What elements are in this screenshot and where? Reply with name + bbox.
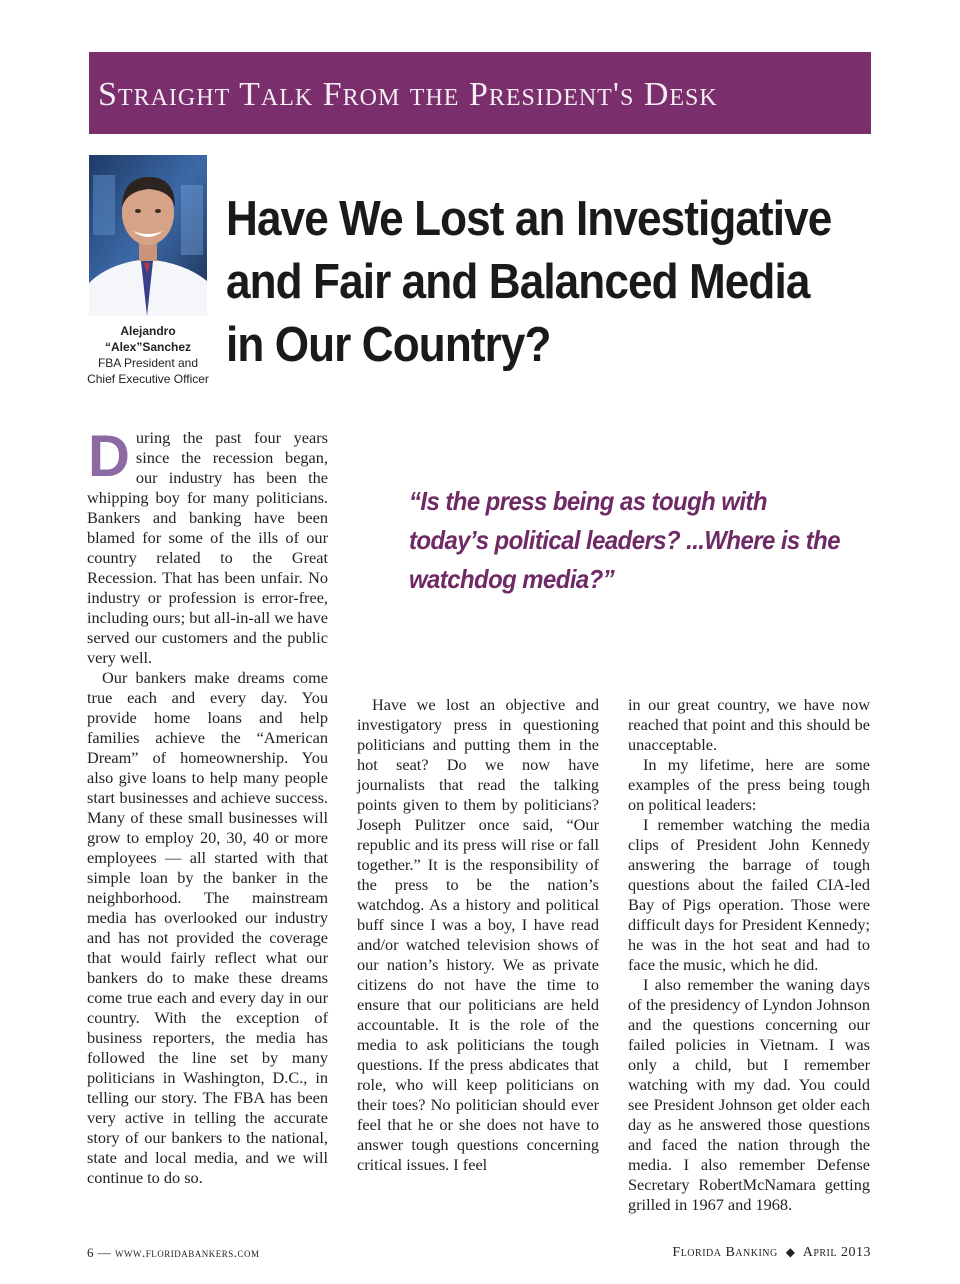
pull-quote-line2: today’s political leaders? ...Where is the [409,525,841,555]
headline-line3: in Our Country? [226,318,551,372]
caption-name-line1: Alejandro [120,324,176,338]
headline-line1: Have We Lost an Investigative [226,192,832,246]
footer-publication-name: Florida Banking [672,1245,778,1260]
paragraph-1 [87,424,328,668]
paragraph-2: Our bankers make dreams come true each and every day. You provide home loans and help families achieve the “American Dream” of homeownership. You also give loans to help many people start businesses and achieve success. Many of these small businesses will grow to employ 20, 30, 40 or more employees — all started with that simple loan by the banker in the neighborhood. The mainstream media has overlooked our industry and has not provided the coverage that would fairly reflect what our bankers do to make these dreams come true each and every day in our country. With the exception of business reporters, the media has followed the line set by many politicians in Washington, D.C., in telling our story. The FBA has been very active in telling the accurate story of our bankers to the national, state and local media, and we will continue to do so. [87,668,328,1187]
article-column-3 [628,695,870,1215]
caption-title-line1: FBA President and [97,356,199,370]
footer-issue-date: April 2013 [802,1245,871,1260]
section-banner [89,52,871,134]
caption-name-line2: “Alex”Sanchez [104,340,192,354]
president-photo [89,155,207,316]
pull-quote [409,482,841,599]
paragraph-4: In my lifetime, here are some examples of the press being tough on political leaders: [628,755,870,814]
caption-title-line2: Chief Executive Officer [87,372,209,386]
footer-page-url: 6 — www.floridabankers.com [87,1245,260,1260]
photo-caption [84,323,212,387]
headline-line2: and Fair and Balanced Media [226,255,810,309]
drop-cap: D [88,424,130,489]
diamond-icon: ◆ [785,1245,796,1259]
pull-quote-line3: watchdog media?” [409,564,615,594]
article-headline [226,188,832,377]
portrait-photo-icon [89,155,207,316]
paragraph-6: I also remember the waning days of the presidency of Lyndon Johnson and the questions concerning our failed policies in Vietnam. I was only a child, but I remember watching with my dad. You could see President Johnson get older each day as he answered those questions and faced the nation through the media. I also remember Defense Secretary RobertMcNamara getting grilled in 1967 and 1968. [628,975,870,1214]
banner-title: Straight Talk From the President's Desk [98,76,718,113]
article-column-2 [357,695,599,1175]
paragraph-3: Have we lost an objective and investigatory press in questioning politicians and putting them in the hot seat? Do we now have journalists that read the talking points given to them by politicians? Joseph Pulitzer once said, “Our republic and its press will rise or fall together.” It is the responsibility of the press to be the nation’s watchdog. As a history and political buff since I was a boy, I have read and/or watched television shows of our nation’s history. We as private citizens do not have the time to ensure that our politicians are held accountable. It is the role of the media to ask politicians the tough questions. If the press abdicates that role, who will keep politicians on their toes? No politician should ever feel that he or she does not have to answer tough questions concerning critical issues. I feel [357,695,599,1174]
article-column-1 [87,424,328,1188]
paragraph-5: I remember watching the media clips of President John Kennedy answering the barrage of tough questions about the failed CIA-led Bay of Pigs operation. Those were difficult days for President Kennedy; he was in the hot seat and had to face the music, which he did. [628,815,870,974]
paragraph-1-text: uring the past four years since the recession began, our industry has been the whipping boy for many politicians. Bankers and banking have been blamed for some of the ills of our country related to the Great Recession. That has been unfair. No industry or profession is error-free, including ours; but all-in-all we have served our customers and the public very well. [87,428,328,667]
footer-publication [672,1245,871,1261]
pull-quote-line1: “Is the press being as tough with [409,486,767,516]
paragraph-3-continued: in our great country, we have now reached that point and this should be unacceptable. [628,695,870,754]
